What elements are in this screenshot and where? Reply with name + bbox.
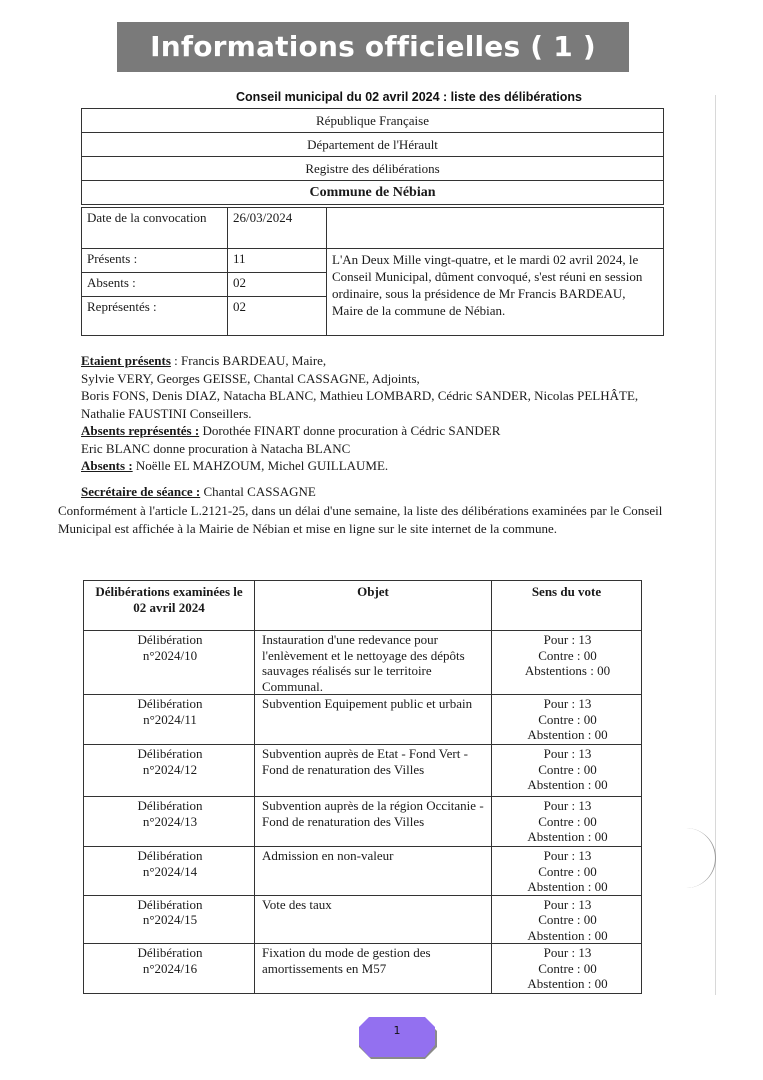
commune-cell: Commune de Nébian [82, 181, 664, 205]
vote-contre: Contre : 00 [538, 711, 597, 727]
table-row [84, 695, 642, 745]
delib-number: n°2024/15 [142, 912, 198, 927]
representes-value: 02 [228, 297, 327, 336]
table-row [84, 944, 642, 994]
delib-id [84, 695, 255, 745]
page-number-badge [359, 1017, 437, 1059]
session-text: L'An Deux Mille vingt-quatre, et le mardi 02 avril 2024, le Conseil Municipal, dûment convoqué, s'est réuni en session ordinaire, sous la présidence de Mr Francis BARDEAU, Maire de la commune de Nébian. [327, 249, 664, 336]
delib-objet: Subvention Equipement public et urbain [255, 695, 492, 745]
delib-objet: Instauration d'une redevance pour l'enlèvement et le nettoyage des dépôts sauvages réalisés sur le territoire Communal. [255, 631, 492, 695]
table-row [84, 895, 642, 944]
vote-pour: Pour : 13 [543, 896, 592, 912]
represented-heading: Absents représentés : [81, 423, 200, 438]
vote-pour: Pour : 13 [543, 945, 592, 960]
republic-cell: République Française [82, 109, 664, 133]
attendance-section [81, 352, 721, 500]
presents-value: 11 [228, 249, 327, 273]
delib-vote [492, 695, 642, 745]
absents-heading: Absents : [81, 458, 133, 473]
vote-abstention: Abstention : 00 [527, 829, 608, 844]
page-number: 1 [393, 1024, 401, 1037]
delib-vote [492, 745, 642, 797]
vote-pour: Pour : 13 [543, 746, 592, 761]
represented-line-1: Dorothée FINART donne procuration à Cédric SANDER [199, 423, 501, 438]
delib-label: Délibération [137, 696, 203, 711]
col-header-deliberations: Délibérations examinées le 02 avril 2024 [84, 581, 255, 631]
absents-value: 02 [228, 273, 327, 297]
presents-line-4: Nathalie FAUSTINI Conseillers. [81, 405, 252, 421]
convocation-label: Date de la convocation [82, 208, 228, 249]
delib-objet: Subvention auprès de Etat - Fond Vert - Fond de renaturation des Villes [255, 745, 492, 797]
delib-vote [492, 631, 642, 695]
registry-header-table [81, 108, 664, 205]
delib-objet: Fixation du mode de gestion des amortissements en M57 [255, 944, 492, 994]
delib-label: Délibération [137, 896, 203, 912]
vote-abstention: Abstention : 00 [527, 927, 608, 943]
page-banner-title: Informations officielles ( 1 ) [117, 22, 629, 72]
vote-contre: Contre : 00 [538, 647, 597, 663]
vote-pour: Pour : 13 [543, 798, 592, 813]
vote-contre: Contre : 00 [538, 863, 597, 879]
delib-number: n°2024/13 [142, 813, 198, 829]
delib-id [84, 895, 255, 944]
absents-label: Absents : [82, 273, 228, 297]
delib-vote [492, 847, 642, 896]
secretary-name: Chantal CASSAGNE [200, 483, 316, 499]
representes-label: Représentés : [82, 297, 228, 336]
empty-cell [327, 208, 664, 249]
vote-contre: Contre : 00 [538, 813, 597, 829]
delib-number: n°2024/12 [142, 761, 198, 777]
vote-abstention: Abstentions : 00 [524, 663, 611, 678]
delib-label: Délibération [137, 848, 203, 863]
delib-label: Délibération [137, 746, 203, 761]
delib-number: n°2024/16 [142, 960, 198, 976]
article-paragraph: Conformément à l'article L.2121-25, dans un délai d'une semaine, la liste des délibérations examinées par le Conseil Municipal est affichée à la Mairie de Nébian et mise en ligne sur le site internet de la commune. [58, 503, 663, 536]
vote-abstention: Abstention : 00 [527, 727, 608, 742]
table-row [84, 745, 642, 797]
presents-line-3: Boris FONS, Denis DIAZ, Natacha BLANC, Mathieu LOMBARD, Cédric SANDER, Nicolas PELHÂTE, [81, 388, 639, 403]
delib-id [84, 797, 255, 847]
delib-label: Délibération [137, 945, 203, 960]
table-row [84, 847, 642, 896]
secretary-heading: Secrétaire de séance : [81, 483, 201, 499]
represented-line-2: Eric BLANC donne procuration à Natacha BLANC [81, 440, 351, 456]
presents-heading: Etaient présents [81, 353, 171, 368]
department-cell: Département de l'Hérault [82, 133, 664, 157]
convocation-value: 26/03/2024 [228, 208, 327, 249]
delib-id [84, 745, 255, 797]
session-info-table [81, 207, 664, 336]
delib-label: Délibération [137, 632, 203, 647]
presents-line-2: Sylvie VERY, Georges GEISSE, Chantal CASSAGNE, Adjoints, [81, 370, 420, 386]
vote-pour: Pour : 13 [543, 696, 592, 711]
vote-abstention: Abstention : 00 [527, 777, 608, 792]
delib-vote [492, 895, 642, 944]
col-header-objet: Objet [255, 581, 492, 631]
delib-number: n°2024/10 [142, 647, 198, 663]
delib-label: Délibération [137, 798, 203, 813]
col-header-vote: Sens du vote [492, 581, 642, 631]
presents-label: Présents : [82, 249, 228, 273]
registry-cell: Registre des délibérations [82, 157, 664, 181]
delib-id [84, 631, 255, 695]
delib-number: n°2024/11 [143, 711, 197, 727]
absents-names: Noëlle EL MAHZOUM, Michel GUILLAUME. [132, 458, 389, 473]
vote-abstention: Abstention : 00 [527, 879, 608, 894]
vote-pour: Pour : 13 [543, 632, 592, 647]
delib-id [84, 944, 255, 994]
vote-contre: Contre : 00 [538, 912, 597, 927]
table-row [84, 631, 642, 695]
delib-objet: Admission en non-valeur [255, 847, 492, 896]
delib-id [84, 847, 255, 896]
vote-contre: Contre : 00 [538, 960, 597, 976]
table-row [84, 797, 642, 847]
scan-artifact-arc [675, 828, 716, 888]
vote-contre: Contre : 00 [538, 761, 597, 777]
delib-objet: Subvention auprès de la région Occitanie - Fond de renaturation des Villes [255, 797, 492, 847]
vote-pour: Pour : 13 [543, 848, 592, 863]
delib-vote [492, 797, 642, 847]
vote-abstention: Abstention : 00 [527, 976, 608, 991]
delib-number: n°2024/14 [142, 863, 198, 879]
delib-objet: Vote des taux [255, 895, 492, 944]
presents-line-1: : Francis BARDEAU, Maire, [170, 353, 327, 368]
deliberations-table [83, 580, 642, 994]
document-subtitle: Conseil municipal du 02 avril 2024 : liste des délibérations [236, 90, 582, 104]
delib-vote [492, 944, 642, 994]
